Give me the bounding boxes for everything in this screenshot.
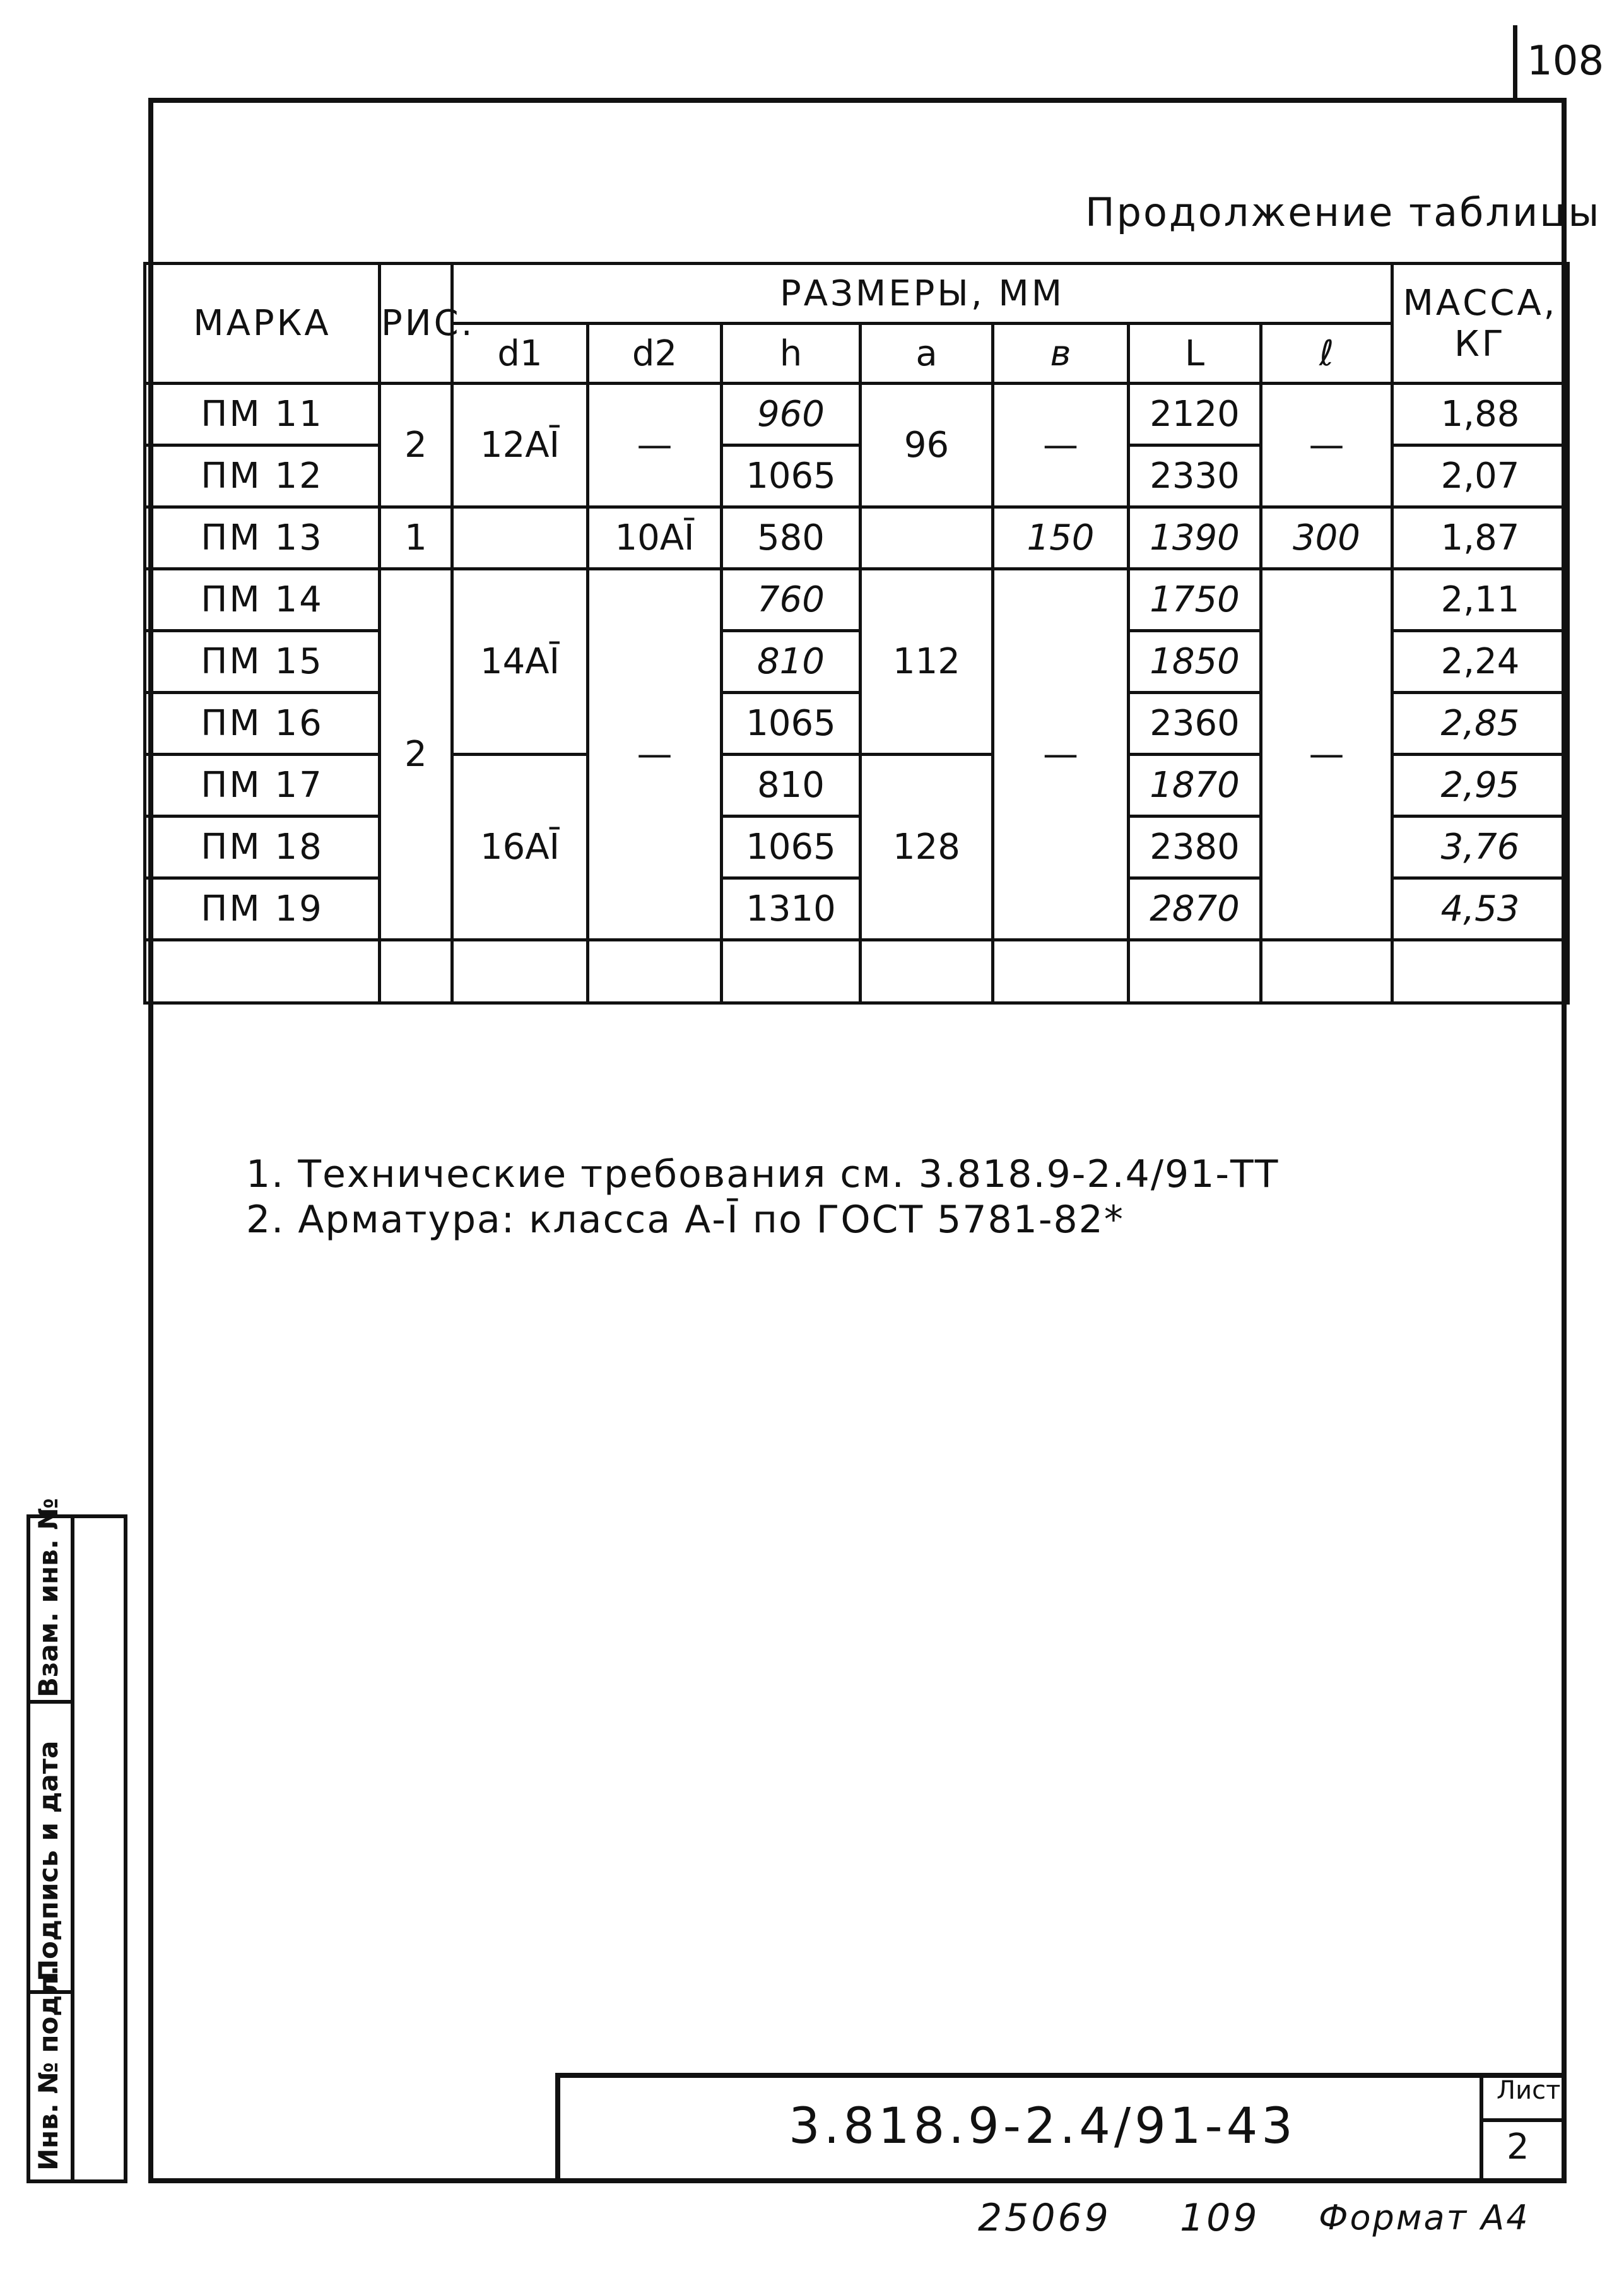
side-label-inv-no-orig: Инв. № подл. [33,1966,64,2171]
cell-d2: — [588,569,722,940]
footer-page: 109 [1180,2196,1260,2240]
cell-mark: ПМ 17 [145,755,380,817]
specification-table [143,262,1570,1005]
side-label-signature-date: Подпись и дата [33,1740,64,1981]
cell-d1: 14AĪ [452,569,588,755]
footer-code: 25069 [978,2196,1111,2240]
header-b: в [993,324,1129,384]
table-row [145,384,1568,445]
cell-mass: 3,76 [1392,817,1568,878]
note-2: 2. Арматура: класса А-Ī по ГОСТ 5781-82* [246,1198,1124,1242]
side-stamp-divider [71,1514,74,2183]
cell-l: — [1261,384,1392,507]
header-mass: МАССА, КГ [1392,264,1568,384]
cell-mass: 2,85 [1392,693,1568,755]
cell-h: 1065 [722,693,861,755]
side-label-replace-inv-no: Взам. инв. № [33,1498,64,1697]
cell-L: 1390 [1129,507,1261,569]
table-row [145,569,1568,631]
cell-d2: 10AĪ [588,507,722,569]
cell-mark: ПМ 16 [145,693,380,755]
cell-mass: 1,88 [1392,384,1568,445]
cell-h: 1065 [722,445,861,507]
notes [246,1152,1279,1242]
cell-b: — [993,569,1129,940]
cell-mass: 2,11 [1392,569,1568,631]
header-d2: d2 [588,324,722,384]
cell-a: 96 [861,384,993,507]
cell-l: — [1261,569,1392,940]
cell-L: 2380 [1129,817,1261,878]
table-row [145,507,1568,569]
cell-fig: 1 [380,507,452,569]
table-row-empty [145,940,1568,1003]
sheet-divider [1480,2118,1567,2122]
cell-h: 1065 [722,817,861,878]
cell-a: 128 [861,755,993,940]
cell-L: 2330 [1129,445,1261,507]
cell-d1: 16AĪ [452,755,588,940]
footer-format: Формат А4 [1319,2198,1530,2238]
cell-mark: ПМ 11 [145,384,380,445]
cell-fig: 2 [380,384,452,507]
cell-mass: 2,24 [1392,631,1568,693]
cell-mark: ПМ 18 [145,817,380,878]
note-1: 1. Технические требования см. 3.818.9-2.4/91-ТТ [246,1152,1280,1196]
cell-mark: ПМ 19 [145,878,380,940]
cell-L: 2360 [1129,693,1261,755]
cell-b: — [993,384,1129,507]
cell-b: 150 [993,507,1129,569]
cell-L: 2120 [1129,384,1261,445]
document-number: 3.818.9-2.4/91-43 [789,2098,1297,2155]
header-mark: МАРКА [145,264,380,384]
cell-d1 [452,507,588,569]
cell-h: 810 [722,631,861,693]
cell-mark: ПМ 12 [145,445,380,507]
cell-mark: ПМ 13 [145,507,380,569]
cell-l: 300 [1261,507,1392,569]
header-h: h [722,324,861,384]
header-a: a [861,324,993,384]
cell-mass: 2,95 [1392,755,1568,817]
header-l: ℓ [1261,324,1392,384]
cell-a: 112 [861,569,993,755]
cell-L: 1750 [1129,569,1261,631]
page-number-divider [1513,25,1525,101]
continuation-title: Продолжение таблицы [1085,189,1601,235]
cell-fig: 2 [380,569,452,940]
cell-a [861,507,993,569]
cell-d2: — [588,384,722,507]
header-d1: d1 [452,324,588,384]
cell-h: 760 [722,569,861,631]
cell-mark: ПМ 14 [145,569,380,631]
cell-mark: ПМ 15 [145,631,380,693]
cell-mass: 1,87 [1392,507,1568,569]
header-dimensions: РАЗМЕРЫ, ММ [452,264,1392,324]
cell-h: 960 [722,384,861,445]
cell-L: 1850 [1129,631,1261,693]
header-fig: РИС. [380,264,452,384]
header-L: L [1129,324,1261,384]
sheet-number: 2 [1507,2126,1529,2167]
cell-L: 2870 [1129,878,1261,940]
cell-h: 580 [722,507,861,569]
cell-h: 1310 [722,878,861,940]
cell-mass: 4,53 [1392,878,1568,940]
cell-h: 810 [722,755,861,817]
sheet-label: Лист [1497,2076,1561,2105]
cell-mass: 2,07 [1392,445,1568,507]
cell-L: 1870 [1129,755,1261,817]
cell-d1: 12AĪ [452,384,588,507]
page-number: 108 [1527,38,1604,85]
